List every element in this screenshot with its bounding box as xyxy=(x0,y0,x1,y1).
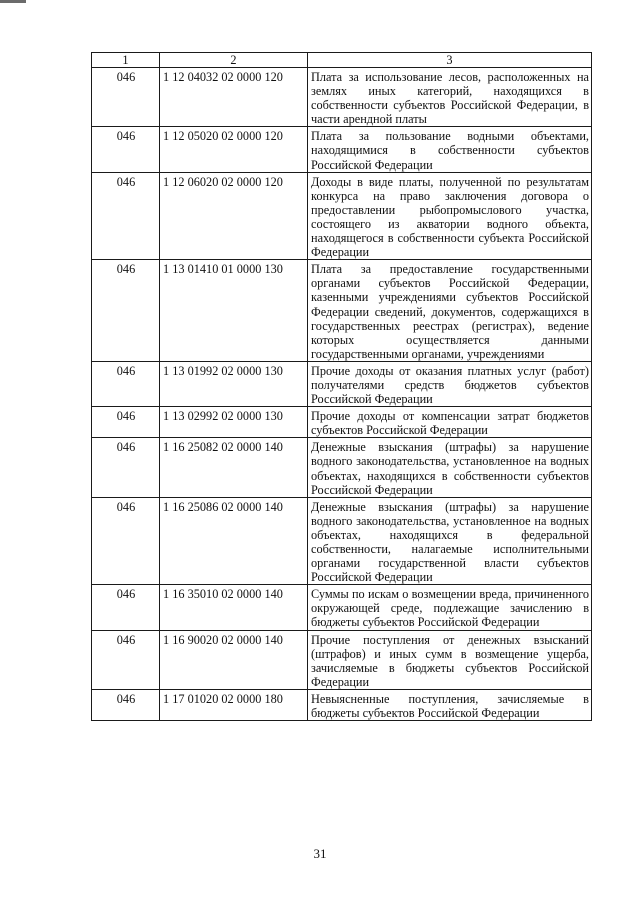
column-header-1: 1 xyxy=(92,53,160,68)
admin-code-cell: 046 xyxy=(92,260,160,362)
description-cell: Плата за предоставление государственными органами субъектов Российской Федерации, казенными учреждениями субъектов Российской Федерации сведений, документов, содержащихся в государственных реестрах (регистрах), ведение которых осуществляется данными государственными органами, учреждениями xyxy=(308,260,592,362)
description-cell: Денежные взыскания (штрафы) за нарушение водного законодательства, установленное на водных объектах, находящихся в федеральной собственности, налагаемые исполнительными органами государственной власти субъектов Российской Федерации xyxy=(308,497,592,585)
revenue-classification-table xyxy=(91,52,592,721)
table-header-row xyxy=(92,53,592,68)
table-row xyxy=(92,630,592,689)
description-cell: Плата за пользование водными объектами, находящимися в собственности субъектов Российской Федерации xyxy=(308,127,592,172)
description-cell: Прочие доходы от компенсации затрат бюджетов субъектов Российской Федерации xyxy=(308,407,592,438)
table-row xyxy=(92,497,592,585)
table-row xyxy=(92,438,592,497)
table-row xyxy=(92,127,592,172)
table-row xyxy=(92,585,592,630)
description-cell: Плата за использование лесов, расположенных на землях иных категорий, находящихся в собственности субъектов Российской Федерации, в части арендной платы xyxy=(308,68,592,127)
kbk-code-cell: 1 12 04032 02 0000 120 xyxy=(160,68,308,127)
table-row xyxy=(92,68,592,127)
admin-code-cell: 046 xyxy=(92,407,160,438)
table-row xyxy=(92,260,592,362)
admin-code-cell: 046 xyxy=(92,689,160,720)
kbk-code-cell: 1 13 02992 02 0000 130 xyxy=(160,407,308,438)
admin-code-cell: 046 xyxy=(92,438,160,497)
table-row xyxy=(92,361,592,406)
description-cell: Суммы по искам о возмещении вреда, причиненного окружающей среде, подлежащие зачислению в бюджеты субъектов Российской Федерации xyxy=(308,585,592,630)
table-row xyxy=(92,407,592,438)
admin-code-cell: 046 xyxy=(92,361,160,406)
admin-code-cell: 046 xyxy=(92,585,160,630)
kbk-code-cell: 1 12 06020 02 0000 120 xyxy=(160,172,308,260)
admin-code-cell: 046 xyxy=(92,172,160,260)
kbk-code-cell: 1 16 90020 02 0000 140 xyxy=(160,630,308,689)
kbk-code-cell: 1 13 01410 01 0000 130 xyxy=(160,260,308,362)
column-header-3: 3 xyxy=(308,53,592,68)
admin-code-cell: 046 xyxy=(92,68,160,127)
description-cell: Прочие поступления от денежных взысканий (штрафов) и иных сумм в возмещение ущерба, зачисляемые в бюджеты субъектов Российской Федерации xyxy=(308,630,592,689)
kbk-code-cell: 1 16 25086 02 0000 140 xyxy=(160,497,308,585)
description-cell: Невыясненные поступления, зачисляемые в бюджеты субъектов Российской Федерации xyxy=(308,689,592,720)
table-row xyxy=(92,172,592,260)
admin-code-cell: 046 xyxy=(92,497,160,585)
description-cell: Доходы в виде платы, полученной по результатам конкурса на право заключения договора о предоставлении рыбопромыслового участка, состоящего из акватории водного объекта, находящегося в собственности субъекта Российской Федерации xyxy=(308,172,592,260)
description-cell: Денежные взыскания (штрафы) за нарушение водного законодательства, установленное на водных объектах, находящихся в собственности субъектов Российской Федерации xyxy=(308,438,592,497)
admin-code-cell: 046 xyxy=(92,630,160,689)
admin-code-cell: 046 xyxy=(92,127,160,172)
column-header-2: 2 xyxy=(160,53,308,68)
table-row xyxy=(92,689,592,720)
kbk-code-cell: 1 12 05020 02 0000 120 xyxy=(160,127,308,172)
kbk-code-cell: 1 13 01992 02 0000 130 xyxy=(160,361,308,406)
scan-corner-mark xyxy=(0,0,26,3)
kbk-code-cell: 1 16 25082 02 0000 140 xyxy=(160,438,308,497)
description-cell: Прочие доходы от оказания платных услуг (работ) получателями средств бюджетов субъектов Российской Федерации xyxy=(308,361,592,406)
kbk-code-cell: 1 16 35010 02 0000 140 xyxy=(160,585,308,630)
page-number: 31 xyxy=(313,846,327,861)
kbk-code-cell: 1 17 01020 02 0000 180 xyxy=(160,689,308,720)
